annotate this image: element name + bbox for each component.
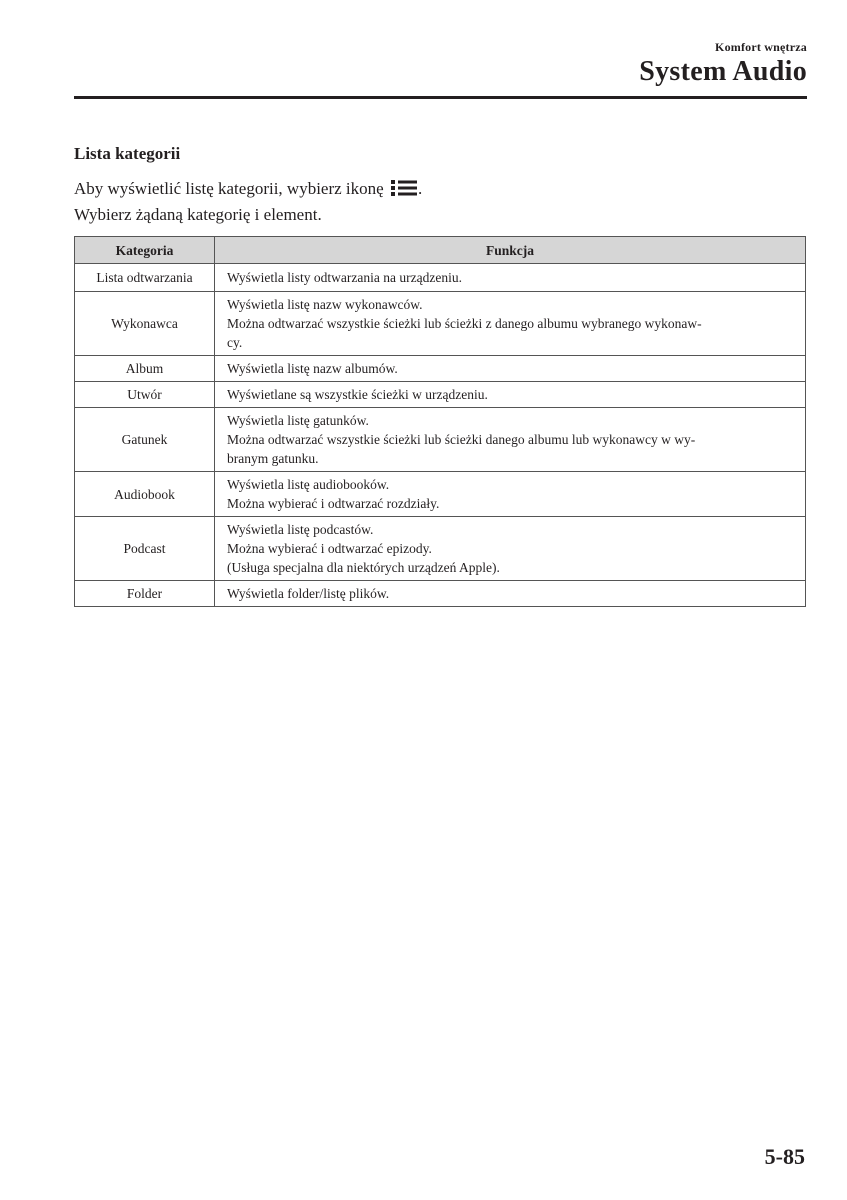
table-header-row xyxy=(75,237,806,264)
category-cell: Podcast xyxy=(75,517,215,581)
function-line: cy. xyxy=(227,335,243,350)
function-line: Można wybierać i odtwarzać epizody. xyxy=(227,541,432,556)
function-cell xyxy=(215,517,806,581)
function-line: Wyświetla listę nazw albumów. xyxy=(227,361,398,376)
function-line: Wyświetla listę gatunków. xyxy=(227,413,369,428)
function-cell xyxy=(215,264,806,292)
function-line: Wyświetla listę audiobooków. xyxy=(227,477,390,492)
function-line: Można odtwarzać wszystkie ścieżki lub ścieżki z danego albumu wybranego wykonaw- xyxy=(227,316,702,331)
category-cell: Album xyxy=(75,356,215,382)
intro-line-1-text: Aby wyświetlić listę kategorii, wybierz ikonę xyxy=(74,179,384,198)
function-line: Wyświetla listy odtwarzania na urządzeniu. xyxy=(227,270,462,285)
table-row xyxy=(75,356,806,382)
function-cell xyxy=(215,408,806,472)
function-cell xyxy=(215,581,806,607)
function-line: Wyświetlane są wszystkie ścieżki w urządzeniu. xyxy=(227,387,488,402)
category-cell: Audiobook xyxy=(75,472,215,517)
column-header-category: Kategoria xyxy=(75,237,215,264)
intro-line-1-end: . xyxy=(417,179,423,198)
function-line: Wyświetla listę nazw wykonawców. xyxy=(227,297,423,312)
page-title: System Audio xyxy=(639,56,807,87)
category-cell: Lista odtwarzania xyxy=(75,264,215,292)
function-cell xyxy=(215,382,806,408)
list-icon xyxy=(390,179,418,197)
category-cell: Utwór xyxy=(75,382,215,408)
function-line: branym gatunku. xyxy=(227,451,319,466)
intro-line-2: Wybierz żądaną kategorię i element. xyxy=(74,205,322,224)
function-line: Można wybierać i odtwarzać rozdziały. xyxy=(227,496,440,511)
function-line: Można odtwarzać wszystkie ścieżki lub ścieżki danego albumu lub wykonawcy w wy- xyxy=(227,432,696,447)
function-cell xyxy=(215,292,806,356)
header-rule xyxy=(74,96,807,99)
subheading: Lista kategorii xyxy=(74,144,181,163)
table-row xyxy=(75,581,806,607)
table-row xyxy=(75,472,806,517)
function-line: Wyświetla folder/listę plików. xyxy=(227,586,390,601)
function-line: (Usługa specjalna dla niektórych urządzeń Apple). xyxy=(227,560,500,575)
table-row xyxy=(75,408,806,472)
table-row xyxy=(75,264,806,292)
table-row xyxy=(75,517,806,581)
category-cell: Wykonawca xyxy=(75,292,215,356)
category-cell: Folder xyxy=(75,581,215,607)
function-cell xyxy=(215,472,806,517)
section-label: Komfort wnętrza xyxy=(715,40,807,54)
column-header-function: Funkcja xyxy=(215,237,806,264)
intro-line-1 xyxy=(74,176,774,202)
table-row xyxy=(75,382,806,408)
intro-text xyxy=(74,176,774,228)
function-cell xyxy=(215,356,806,382)
category-table xyxy=(74,236,806,607)
table-row xyxy=(75,292,806,356)
function-line: Wyświetla listę podcastów. xyxy=(227,522,374,537)
page-number: 5-85 xyxy=(764,1144,805,1169)
category-cell: Gatunek xyxy=(75,408,215,472)
